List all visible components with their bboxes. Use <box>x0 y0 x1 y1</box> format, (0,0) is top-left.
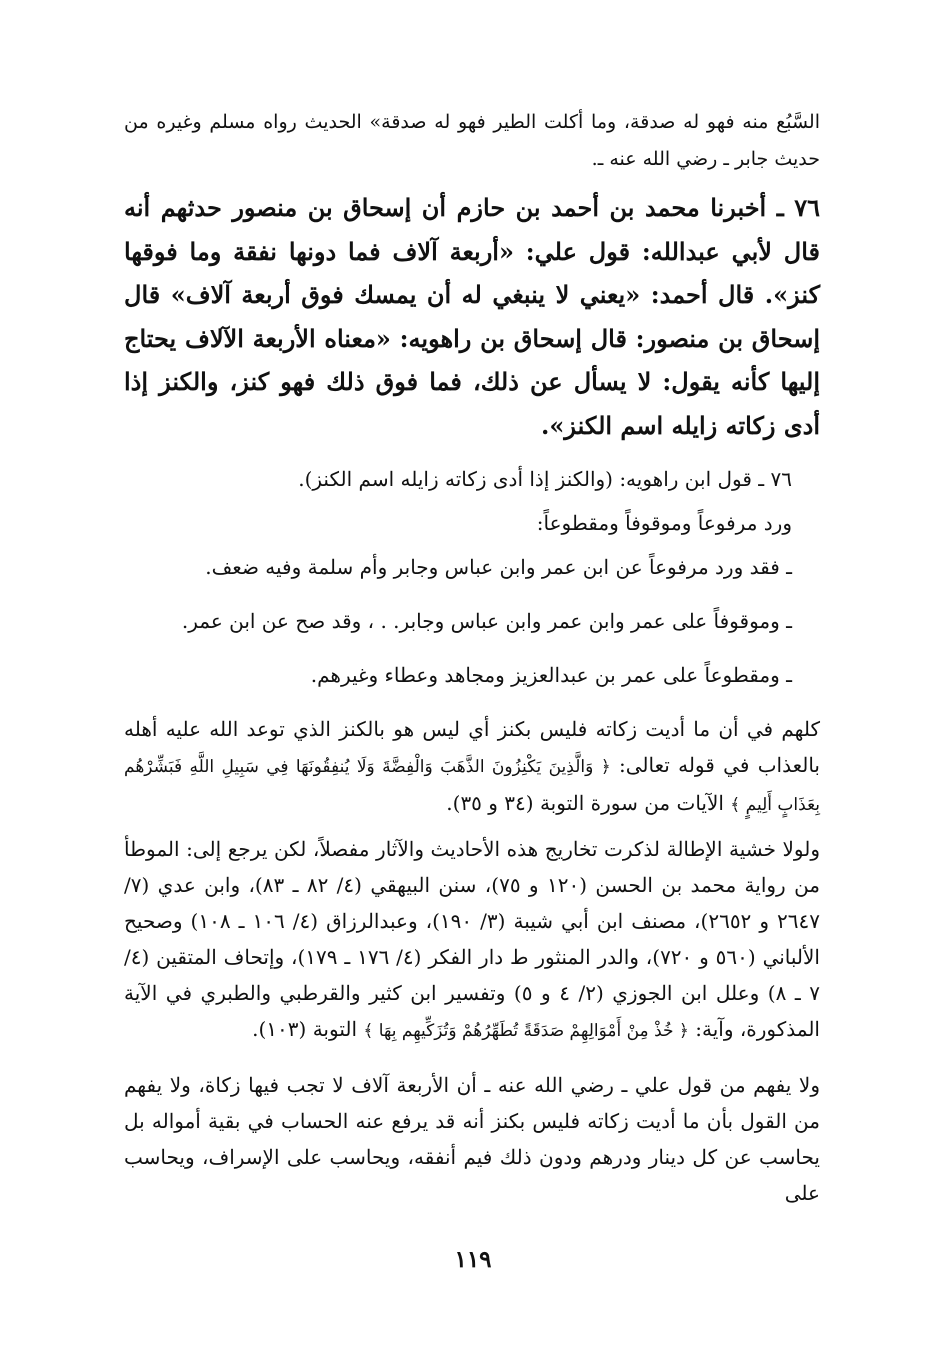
kulluhum-ref: الآيات من سورة التوبة (٣٤ و ٣٥). <box>446 791 724 815</box>
kulluhum-paragraph <box>124 711 820 823</box>
intro-paragraph: السَّبُع منه فهو له صدقة، وما أكلت الطير فهو له صدقة» الحديث رواه مسلم وغيره من حديث جابر ـ رضي الله عنه ـ. <box>124 111 820 170</box>
quran-verse-tawba-103: ﴿ خُذْ مِنْ أَمْوَالِهِمْ صَدَقَةً تُطَهِّرُهُمْ وَتُزَكِّيهِم بِهَا ﴾ <box>363 1021 689 1041</box>
takhrij-paragraph <box>124 831 820 1049</box>
kulluhum-text: كلهم في أن ما أديت زكاته فليس بكنز أي ليس هو بالكنز الذي توعد الله عليه أهله بالعذاب في قوله تعالى: <box>124 717 820 777</box>
commentary-intro-line: ورد مرفوعاً وموقوفاً ومقطوعاً: <box>536 511 792 535</box>
marfu-line: ـ فقد ورد مرفوعاً عن ابن عمر وابن عباس وجابر وأم سلمة وفيه ضعف. <box>205 555 792 579</box>
mawquf-line: ـ وموقوفاً على عمر وابن عمر وابن عباس وجابر. . ، وقد صح عن ابن عمر. <box>181 609 792 633</box>
page-number: ١١٩ <box>454 1246 492 1273</box>
maqtu-line: ـ ومقطوعاً على عمر بن عبدالعزيز ومجاهد وعطاء وغيرهم. <box>310 663 792 687</box>
final-paragraph: ولا يفهم من قول علي ـ رضي الله عنه ـ أن الأربعة آلاف لا تجب فيها زكاة، ولا يفهم من القول بأن ما أديت زكاته فليس بكنز أنه قد يرفع عنه الحساب في بقية أمواله بل يحاسب عن كل دينار ودرهم ودون ذلك فيم أنفقه، ويحاسب على الإسراف، ويحاسب على <box>124 1073 820 1205</box>
takhrij-ref: التوبة (١٠٣). <box>252 1017 357 1041</box>
commentary-heading: ٧٦ ـ قول ابن راهويه: (والكنز إذا أدى زكاته زايله اسم الكنز). <box>298 467 792 491</box>
takhrij-text: ولولا خشية الإطالة لذكرت تخاريج هذه الأحاديث والآثار مفصلاً، لكن يرجع إلى: الموطأ من رواية محمد بن الحسن (١٢٠ و ٧٥)، سنن البيهقي (٤/ ٨٢ ـ ٨٣)، وابن عدي (٧/ ٢٦٤٧ و ٢٦٥٢)، مصنف ابن أبي شيبة (٣/ ١٩٠)، وعبدالرزاق (٤/ ١٠٦ ـ ١٠٨) وصحيح الألباني (٥٦٠ و ٧٢٠)، والدر المنثور ط دار الفكر (٤/ ١٧٦ ـ ١٧٩)، وإتحاف المتقين (٤/ ٧ ـ ٨) وعلل ابن الجوزي (٢/ ٤ و ٥) وتفسير ابن كثير والقرطبي والطبري في الآية المذكورة، وآية: <box>124 837 821 1041</box>
quran-verse-tawba-34: ﴿ وَالَّذِينَ يَكْنِزُونَ الذَّهَبَ وَالْفِضَّةَ وَلَا يُنفِقُونَهَا فِي سَبِيلِ اللَّهِ فَبَشِّرْهُم بِعَذَابٍ أَلِيمٍ ﴾ <box>124 757 820 815</box>
hadith-text: ٧٦ ـ أخبرنا محمد بن أحمد بن حازم أن إسحاق بن منصور حدثهم أنه قال لأبي عبدالله: قول علي: «أربعة آلاف فما دونها نفقة وما فوقها كنز». قال أحمد: «يعني لا ينبغي له أن يمسك فوق أربعة آلاف» قال إسحاق بن منصور: قال إسحاق بن راهويه: «معناه الأربعة الآلاف يحتاج إليها كأنه يقول: لا يسأل عن ذلك، فما فوق ذلك فهو كنز، والكنز إذا أدى زكاته زايله اسم الكنز». <box>124 193 820 440</box>
